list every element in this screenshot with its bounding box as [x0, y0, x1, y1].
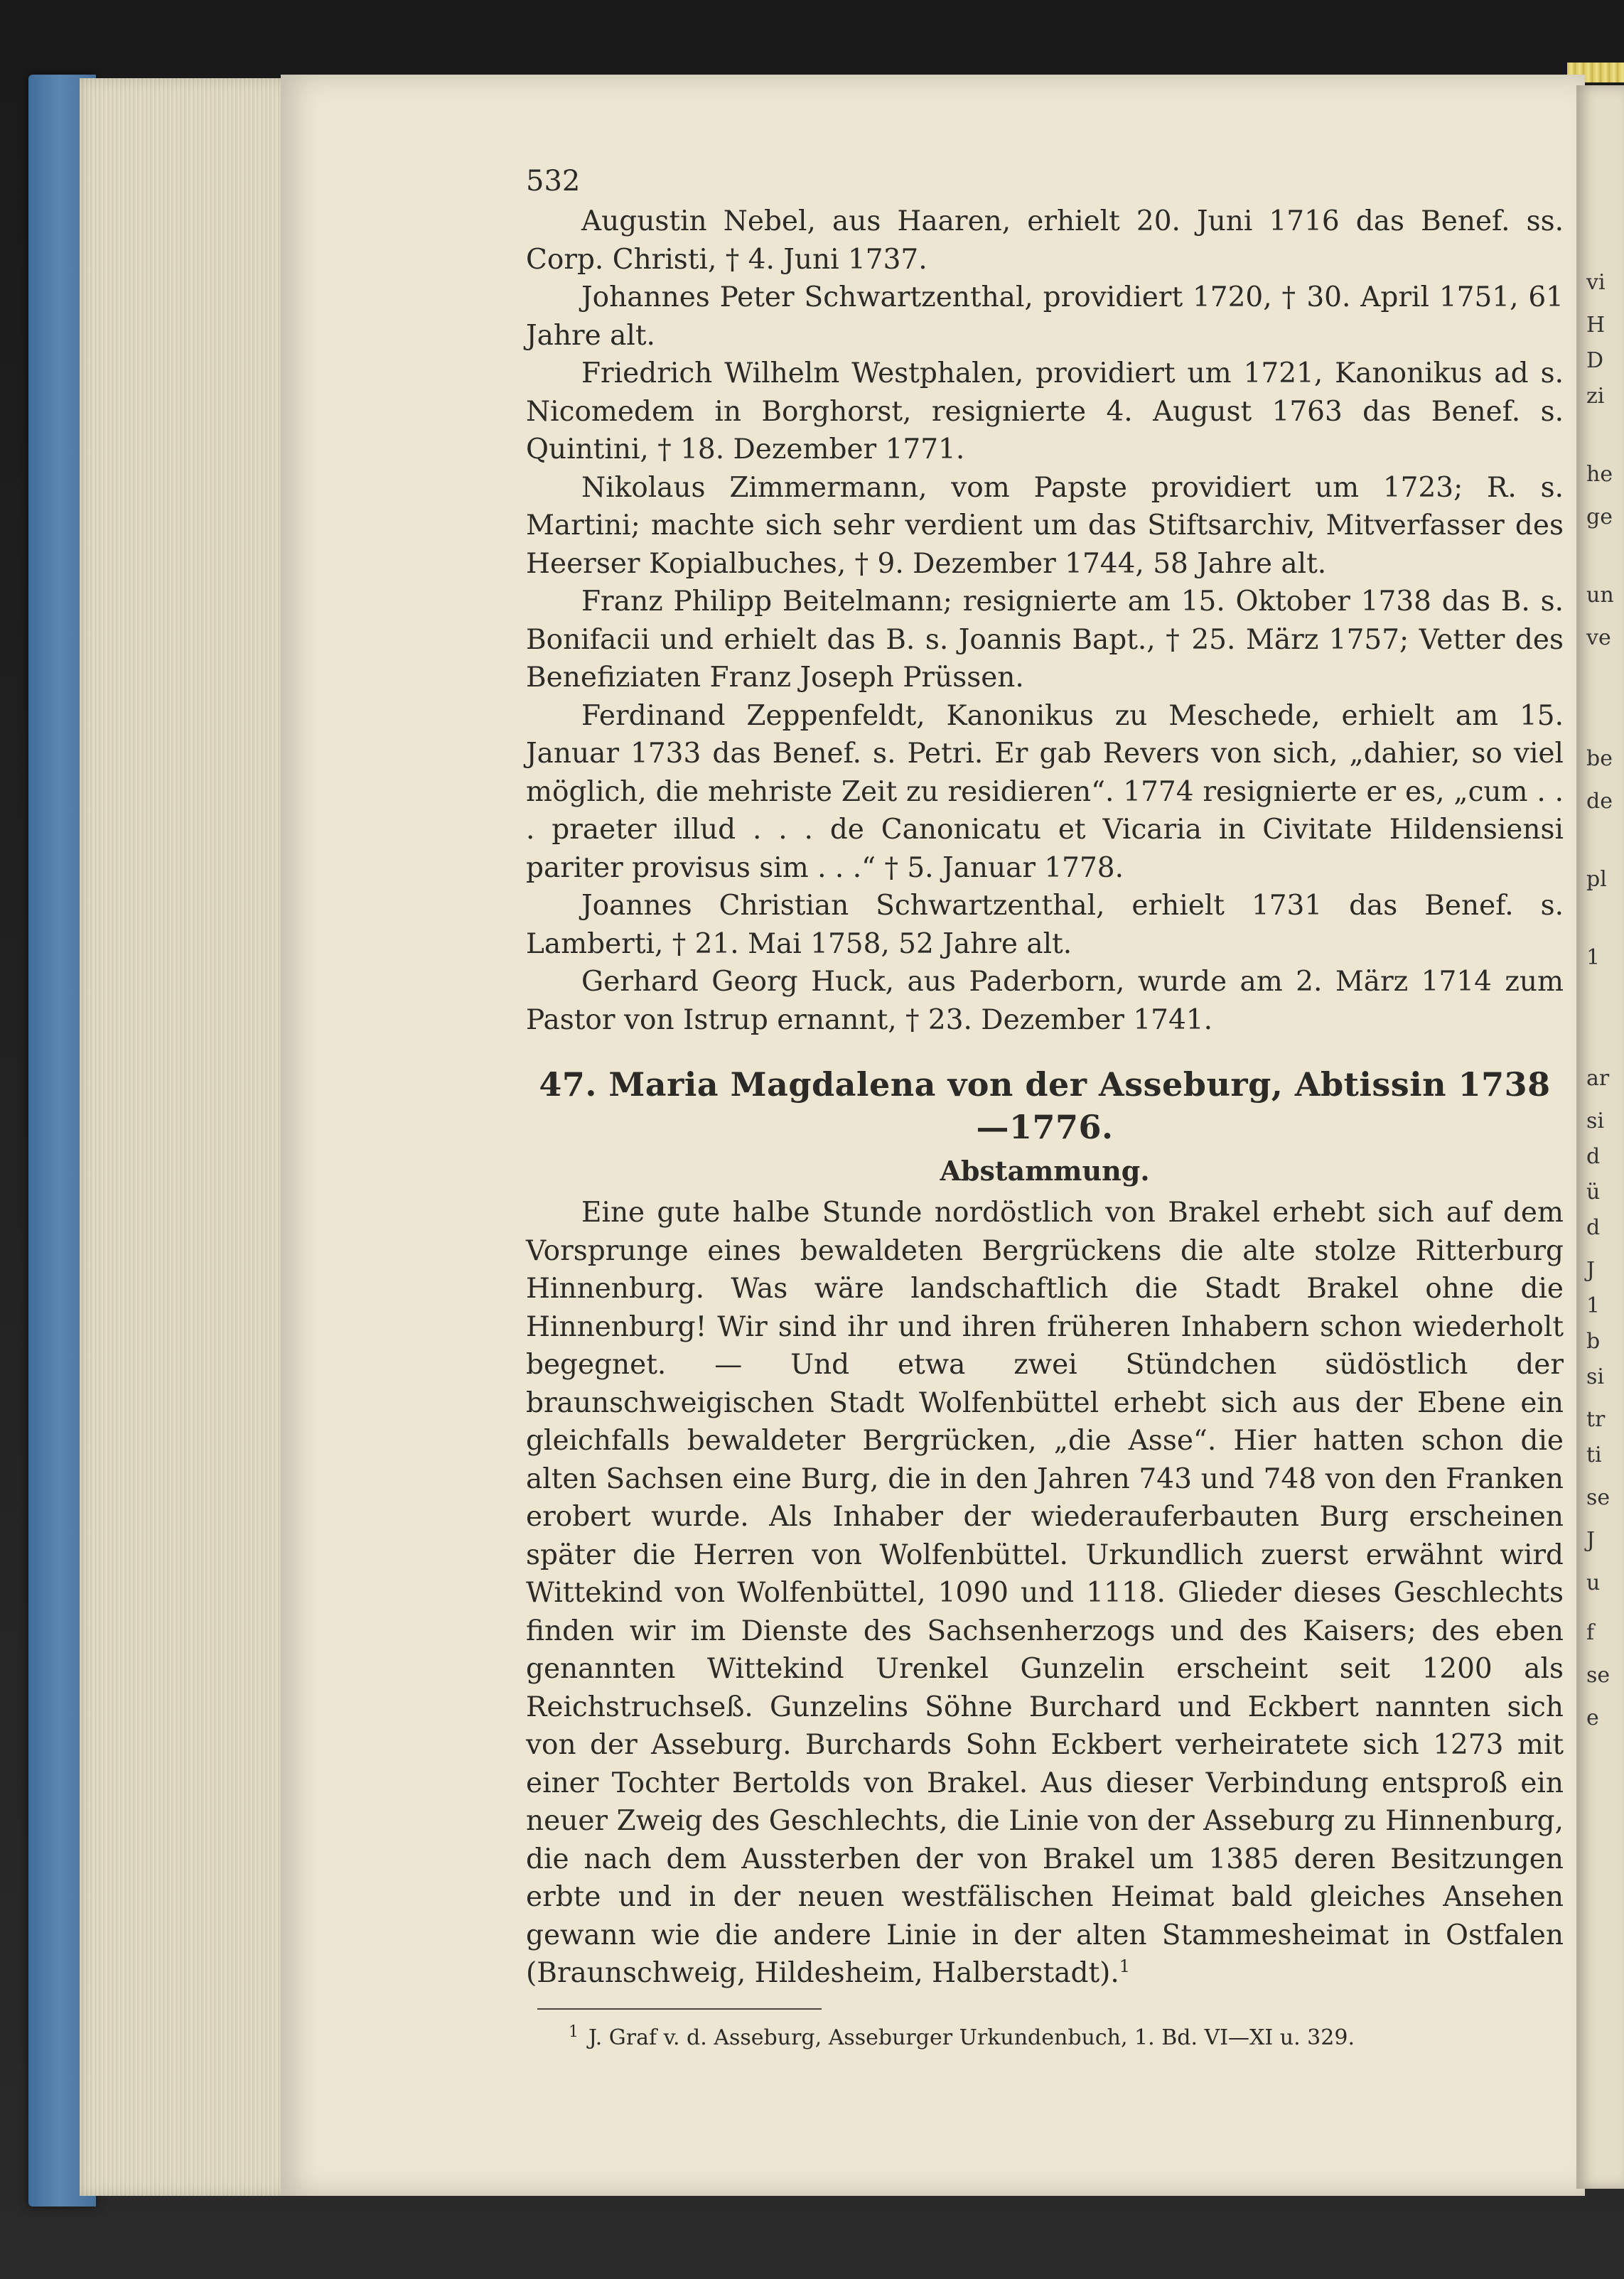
footnote-reference[interactable]: 1 — [1119, 1956, 1131, 1976]
next-page-fragment: ti — [1586, 1443, 1602, 1467]
page-number: 532 — [526, 165, 581, 198]
entry-paragraph: Augustin Nebel, aus Haaren, erhielt 20. Juni 1716 das Benef. ss. Corp. Christi, † 4. Juni 1737. — [526, 205, 1564, 276]
next-page-fragment: si — [1586, 1364, 1604, 1389]
footnote-divider — [537, 2008, 822, 2010]
next-page-fragment: be — [1586, 746, 1613, 771]
next-page-fragment: b — [1586, 1329, 1601, 1354]
next-page-fragment: H — [1586, 313, 1606, 338]
entry-paragraph: Gerhard Georg Huck, aus Paderborn, wurde am 2. März 1714 zum Pastor von Istrup ernannt, † 23. Dezember 1741. — [526, 966, 1564, 1036]
next-page-fragment: ve — [1586, 625, 1611, 650]
next-page-fragment: vi — [1586, 270, 1606, 295]
next-page-fragment: zi — [1586, 384, 1605, 409]
next-page-fragment: 1 — [1586, 945, 1601, 970]
section-subheading: Abstammung. — [940, 1155, 1150, 1187]
next-page-fragment: he — [1586, 462, 1613, 487]
page-content — [526, 160, 1564, 2052]
next-page-fragment: u — [1586, 1570, 1601, 1595]
next-page-fragment: e — [1586, 1706, 1599, 1730]
next-page-fragment: D — [1586, 348, 1604, 373]
entry-paragraph: Johannes Peter Schwartzenthal, providiert 1720, † 30. April 1751, 61 Jahre alt. — [526, 281, 1564, 352]
next-page-fragment: 1 — [1586, 1293, 1601, 1318]
next-page-fragment: ge — [1586, 505, 1613, 529]
next-page-fragment: tr — [1586, 1407, 1606, 1432]
next-page-fragment: se — [1586, 1663, 1610, 1688]
next-page-fragment: pl — [1586, 867, 1607, 892]
next-page-fragment: J — [1586, 1528, 1596, 1553]
section-body — [526, 1194, 1564, 1993]
next-page-fragment: ü — [1586, 1180, 1601, 1205]
entry-paragraph: Ferdinand Zeppenfeldt, Kanonikus zu Meschede, erhielt am 15. Januar 1733 das Benef. s. Petri. Er gab Revers von sich, „dahier, so viel möglich, die mehriste Zeit zu residieren“. 1774 resignierte er es, „cum . . . praeter illud . . . de Canonicatu et Vicaria in Civitate Hildensiensi pariter provisus sim . . .“ † 5. Januar 1778. — [526, 699, 1564, 884]
next-page-fragment: de — [1586, 789, 1613, 814]
body-paragraph-text: Eine gute halbe Stunde nordöstlich von Brakel erhebt sich auf dem Vorsprunge eines bewaldeten Bergrückens die alte stolze Ritterburg Hinnenburg. Was wäre landschaftlich die Stadt Brakel ohne die Hinnenburg! Wir sind ihr und ihren früheren Inhabern schon wiederholt begegnet. — Und etwa zwei Stündchen südöstlich der braunschweigischen Stadt Wolfenbüttel erhebt sich aus der Ebene ein gleichfalls bewaldeter Bergrücken, „die Asse“. Hier hatten schon die alten Sachsen eine Burg, die in den Jahren 743 und 748 von den Franken erobert wurde. Als Inhaber der wiederauferbauten Burg erscheinen später die Herren von Wolfenbüttel. Urkundlich zuerst erwähnt wird Wittekind von Wolfenbüttel, 1090 und 1118. Glieder dieses Geschlechts finden wir im Dienste des Sachsenherzogs und des Kaisers; des eben genannten Wittekind Urenkel Gunzelin erscheint seit 1200 als Reichstruchseß. Gunzelins Söhne Burchard und Eckbert nannten sich von der Asseburg. Burchards Sohn Eckbert verheiratete sich 1273 mit einer Tochter Bertolds von Brakel. Aus dieser Verbindung entsproß ein neuer Zweig des Geschlechts, die Linie von der Asseburg zu Hinnenburg, die nach dem Aussterben der von Brakel um 1385 deren Besitzungen erbte und in der neuen westfälischen Heimat bald gleiches Ansehen gewann wie die andere Linie in der alten Stammesheimat in Ostfalen (Braunschweig, Hildesheim, Halberstadt). — [526, 1197, 1564, 1989]
next-page-fragment: ar — [1586, 1066, 1610, 1091]
entry-paragraph: Franz Philipp Beitelmann; resignierte am 15. Oktober 1738 das B. s. Bonifacii und erhielt das B. s. Joannis Bapt., † 25. März 1757; Vetter des Benefiziaten Franz Joseph Prüssen. — [526, 586, 1564, 694]
next-page-fragment: se — [1586, 1485, 1610, 1510]
next-page-fragment: si — [1586, 1109, 1604, 1133]
next-page-fragment: un — [1586, 583, 1614, 608]
entry-paragraph: Nikolaus Zimmermann, vom Papste providiert um 1723; R. s. Martini; machte sich sehr verdient um das Stiftsarchiv, Mitverfasser des Heerser Kopialbuches, † 9. Dezember 1744, 58 Jahre alt. — [526, 471, 1564, 580]
benefice-entries — [526, 203, 1564, 1039]
entry-paragraph: Friedrich Wilhelm Westphalen, providiert um 1721, Kanonikus ad s. Nicomedem in Borghorst, resignierte 4. August 1763 das Benef. s. Quintini, † 18. Dezember 1771. — [526, 357, 1564, 465]
section-title: 47. Maria Magdalena von der Asseburg, Abtissin 1738—1776. — [539, 1065, 1551, 1146]
entry-paragraph: Joannes Christian Schwartzenthal, erhielt 1731 das Benef. s. Lamberti, † 21. Mai 1758, 52 Jahre alt. — [526, 890, 1564, 960]
body-paragraph — [526, 1194, 1564, 1993]
next-page-fragment: d — [1586, 1144, 1601, 1169]
footnote-mark: 1 — [569, 2022, 579, 2041]
footnote-text: J. Graf v. d. Asseburg, Asseburger Urkundenbuch, 1. Bd. VI—XI u. 329. — [588, 2025, 1355, 2050]
page-stack-edges — [80, 78, 293, 2196]
next-page-fragment: f — [1586, 1620, 1595, 1645]
next-page-fragment: J — [1586, 1258, 1596, 1283]
footnote — [526, 2018, 1564, 2052]
next-page-fragment: d — [1586, 1215, 1601, 1240]
